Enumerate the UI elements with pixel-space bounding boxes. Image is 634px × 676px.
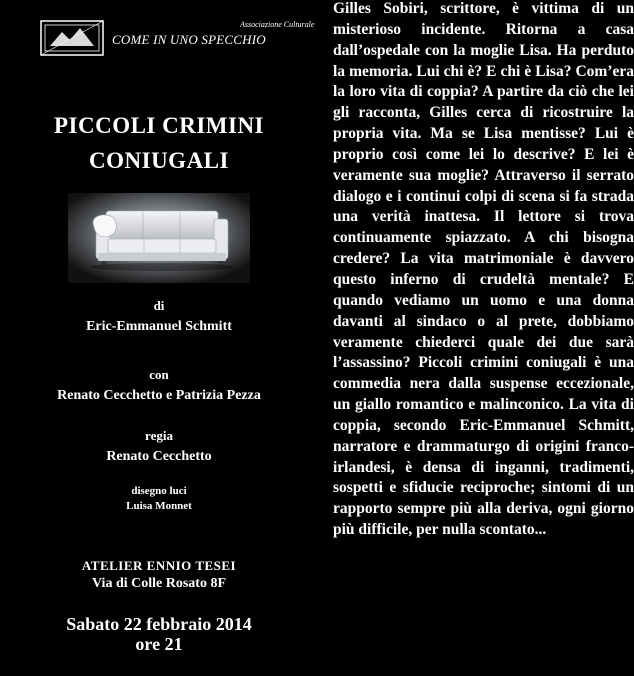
association-logo	[40, 18, 315, 62]
event-time: ore 21	[135, 634, 183, 654]
lighting-designer-name: Luisa Monnet	[126, 500, 192, 512]
venue-address: Via di Colle Rosato 8F	[91, 576, 227, 591]
plot-description: Gilles Sobiri, scrittore, è vittima di un misterioso incidente. Ritorna a casa dall’ospedale con la moglie Lisa. Ha perduto la memoria. Lui chi è? E chi è Lisa? Com’era la loro vita di coppia? A partire da ciò che lei gli racconta, Gilles cerca di ricostruire la propria vita. Ma se Lisa mentisse? Lui è proprio così come lei lo descrive? E lei è veramente sua moglie? Attraverso il serrato dialogo e i continui colpi di scena si fa strada una verità inattesa. Il lettore si trova continuamente spiazzato. A chi bisogna credere? La vita matrimoniale è davvero questo inferno di crudeltà mentale? E quando vediamo un uomo e una donna davanti al sindaco o al prete, dobbiamo veramente chiederci quale dei due sarà l’assassino? Piccoli crimini coniugali è una commedia nera dalla suspense eccezionale, un giallo romantico e malinconico. La vita di coppia, secondo Eric-Emmanuel Schmitt, narratore e drammaturgo di origini franco-irlandesi, è densa di inganni, tradimenti, sospetti e sfiducie reciproche; sintomi di un rapporto sempre più alla deriva, ogni giorno più difficile, per nulla scontato...	[333, 0, 634, 539]
association-name: COME IN UNO SPECCHIO	[112, 32, 266, 47]
cast-names: Renato Cecchetto e Patrizia Pezza	[57, 388, 261, 403]
play-title-line2: CONIUGALI	[89, 148, 229, 173]
with-label: con	[149, 367, 169, 382]
by-label: di	[153, 298, 165, 313]
description-panel	[326, 0, 634, 676]
association-label: Associazione Culturale	[240, 20, 315, 29]
venue-name: ATELIER ENNIO TESEI	[81, 558, 237, 573]
event-date: Sabato 22 febbraio 2014	[66, 614, 252, 634]
lighting-label: disegno luci	[131, 485, 187, 497]
director-name: Renato Cecchetto	[106, 449, 212, 464]
mirror-logo-icon	[40, 18, 106, 58]
direction-label: regia	[145, 428, 173, 443]
author-name: Eric-Emmanuel Schmitt	[86, 319, 232, 334]
play-title-line1: PICCOLI CRIMINI	[53, 113, 265, 138]
sofa-image	[68, 193, 250, 283]
panel-divider	[318, 0, 326, 676]
